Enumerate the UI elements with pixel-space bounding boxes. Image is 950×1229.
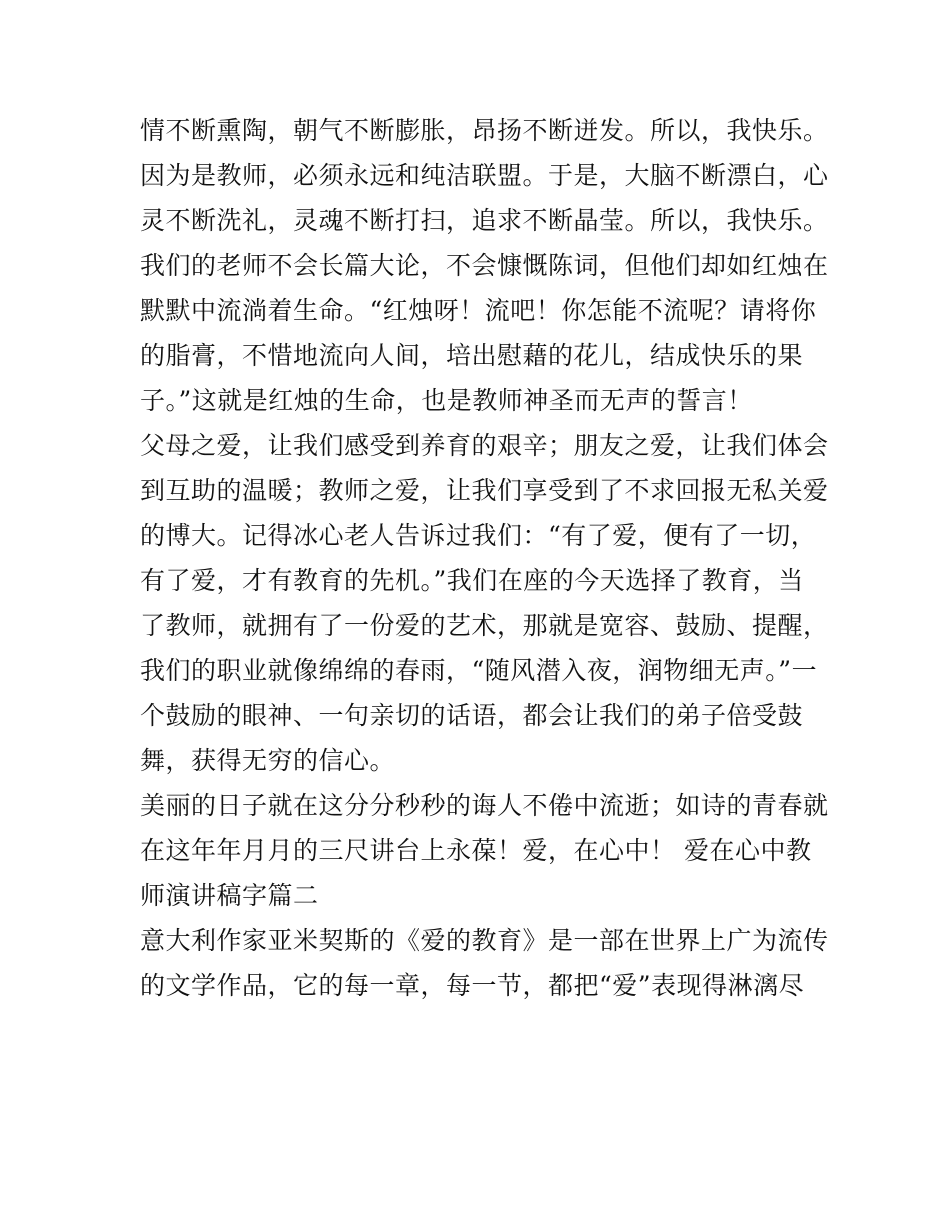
- text-line: 情不断熏陶，朝气不断膨胀，昂扬不断迸发。所以，我快乐。: [140, 116, 829, 145]
- text-line: 子。”这就是红烛的生命，也是教师神圣而无声的誓言！: [140, 386, 753, 415]
- text-line: 个鼓励的眼神、一句亲切的话语，都会让我们的弟子倍受鼓: [140, 701, 804, 730]
- text-line: 意大利作家亚米契斯的《爱的教育》是一部在世界上广为流传: [140, 926, 829, 955]
- text-line: 我们的职业就像绵绵的春雨，“随风潜入夜，润物细无声。”一: [140, 656, 818, 685]
- text-line: 师演讲稿字篇二: [140, 881, 319, 910]
- text-line: 了教师，就拥有了一份爱的艺术，那就是宽容、鼓励、提醒，: [140, 611, 829, 640]
- text-line: 因为是教师，必须永远和纯洁联盟。于是，大脑不断漂白，心: [140, 161, 829, 190]
- text-line: 美丽的日子就在这分分秒秒的诲人不倦中流逝；如诗的青春就: [140, 791, 829, 820]
- text-line: 的文学作品，它的每一章，每一节，都把“爱”表现得淋漓尽: [140, 971, 805, 1000]
- text-line: 灵不断洗礼，灵魂不断打扫，追求不断晶莹。所以，我快乐。: [140, 206, 829, 235]
- text-line: 有了爱，才有教育的先机。”我们在座的今天选择了教育，当: [140, 566, 804, 595]
- text-line: 的博大。记得冰心老人告诉过我们：“有了爱，便有了一切，: [140, 521, 817, 550]
- text-line: 在这年年月月的三尺讲台上永葆！爱，在心中！ 爱在心中教: [140, 836, 812, 865]
- text-line: 到互助的温暖；教师之爱，让我们享受到了不求回报无私关爱: [140, 476, 829, 505]
- text-line: 舞，获得无穷的信心。: [140, 746, 396, 775]
- body-text: [140, 108, 829, 1008]
- text-line: 的脂膏，不惜地流向人间，培出慰藉的花儿，结成快乐的果: [140, 341, 804, 370]
- text-line: 父母之爱，让我们感受到养育的艰辛；朋友之爱，让我们体会: [140, 431, 829, 460]
- text-line: 我们的老师不会长篇大论，不会慷慨陈词，但他们却如红烛在: [140, 251, 829, 280]
- text-line: 默默中流淌着生命。“红烛呀！流吧！你怎能不流呢？请将你: [140, 296, 817, 325]
